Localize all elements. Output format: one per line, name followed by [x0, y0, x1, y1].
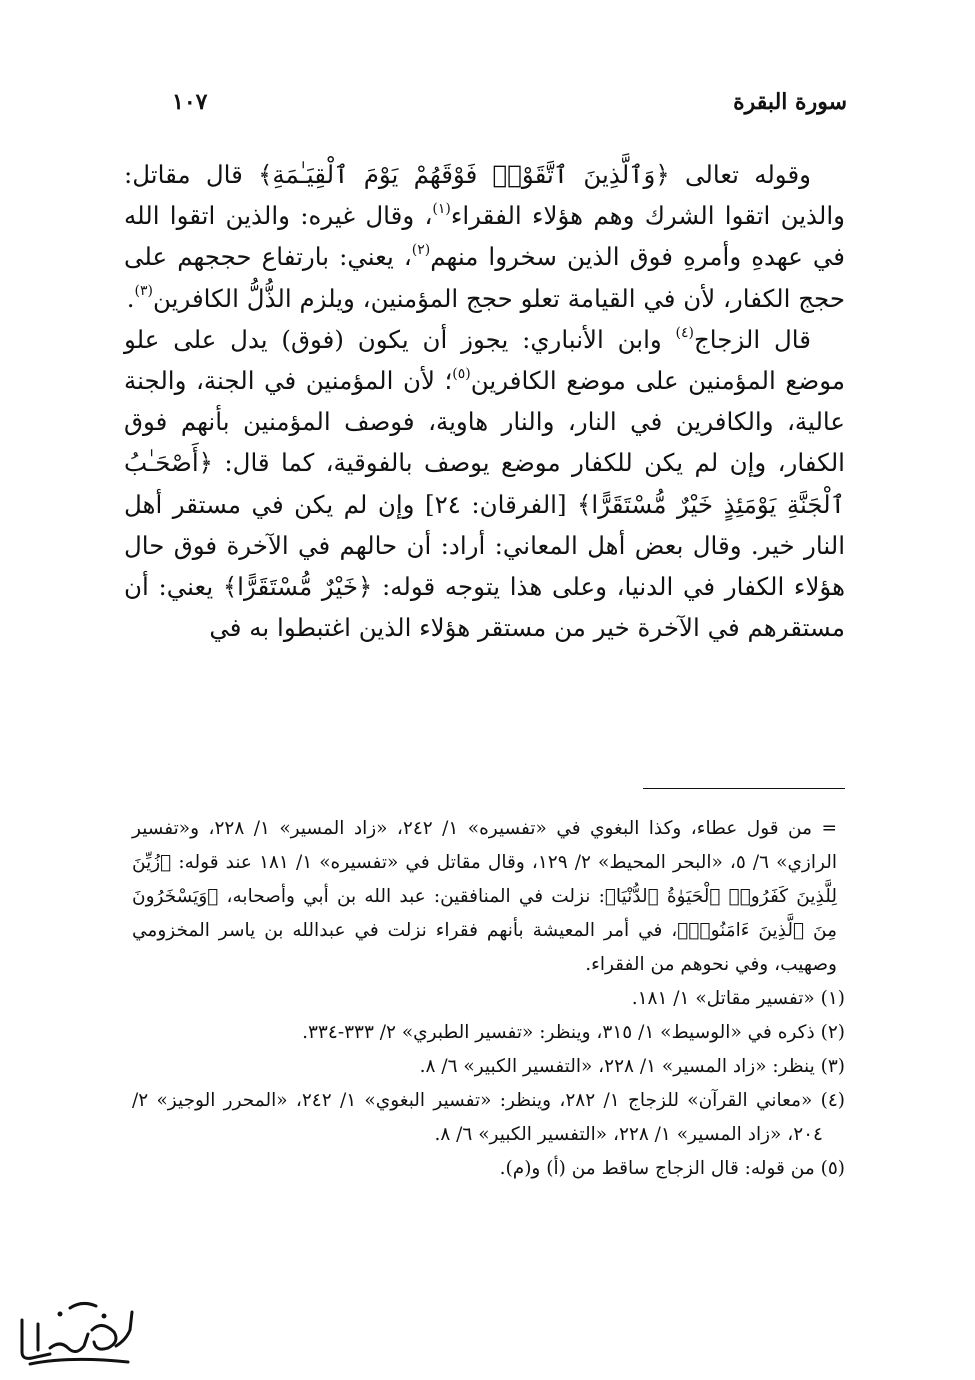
quran-quote: ﴿وَيَسْخَرُونَ مِنَ ٱلَّذِينَ ءَامَنُوا۟﴾ — [132, 886, 837, 941]
paragraph-2 — [124, 319, 845, 649]
footnote-ref[interactable]: (٢) — [411, 242, 431, 259]
footnote-ref[interactable]: (٥) — [452, 365, 471, 382]
page-header — [172, 82, 847, 122]
text-run: ، يعني: بارتفاع حججهم على حجج الكفار، لأن في القيامة تعلو حجج المؤمنين، ويلزم الذُّلُّ الكافرين — [124, 242, 845, 313]
text-run: وابن الأنباري: يجوز أن يكون (فوق) يدل على علو موضع المؤمنين على موضع الكافرين — [124, 324, 846, 396]
text-run: ، في أمر المعيشة بأنهم فقراء نزلت في عبدالله بن ياسر المخزومي وصهيب، وفي نحوهم من الفقراء. — [132, 920, 837, 975]
main-text — [124, 154, 845, 648]
footnote-4: (٤) «معاني القرآن» للزجاج ١/ ٢٨٢، وينظر: «تفسير البغوي» ١/ ٢٤٢، «المحرر الوجيز» ٢/ ٢٠٤، «زاد المسير» ١/ ٢٢٨، «التفسير الكبير» ٦/ ٨. — [132, 1090, 845, 1145]
footnote-2: (٢) ذكره في «الوسيط» ١/ ٣١٥، وينظر: «تفسير الطبري» ٢/ ٣٣٣-٣٣٤. — [302, 1022, 845, 1043]
calligraphy-logo-icon — [10, 1290, 140, 1370]
quran-quote: ﴿زُيِّنَ لِلَّذِينَ كَفَرُوا۟ ٱلْحَيَوٰةُ ٱلدُّنْيَا﴾ — [132, 852, 837, 907]
footnote-separator — [643, 788, 845, 789]
text-run: يعني: أن مستقرهم في الآخرة خير من مستقر هؤلاء الذين اغتبطوا به في — [124, 572, 845, 643]
page-number: ١٠٧ — [172, 89, 208, 115]
footnote-ref[interactable]: (٤) — [675, 324, 694, 341]
footnote-5: (٥) من قوله: قال الزجاج ساقط من (أ) و(م). — [499, 1158, 845, 1179]
text-run: [الفرقان: ٢٤] وإن لم يكن في مستقر أهل النار خير. وقال بعض أهل المعاني: أراد: أن حالهم في الآخرة فوق حال هؤلاء الكفار في الدنيا، وعلى هذا يتوجه قوله: — [124, 489, 845, 602]
logo-graphic — [10, 1290, 140, 1370]
text-run: ؛ لأن المؤمنين في الجنة، والجنة عالية، والكافرين في النار، والنار هاوية، فوصف المؤمنين بأنهم فوق الكفار، وإن لم يكن للكفار موضع يوصف بالفوقية، كما قال: — [124, 366, 845, 478]
text-run: ، وقال غيره: والذين اتقوا الله في عهدهِ وأمرهِ فوق الذين سخروا منهم — [124, 201, 845, 272]
footnote-1: (١) «تفسير مقاتل» ١/ ١٨١. — [631, 988, 845, 1009]
quran-quote: ﴿أَصْحَـٰبُ ٱلْجَنَّةِ يَوْمَئِذٍ خَيْرٌ مُّسْتَقَرًّا﴾ — [124, 448, 845, 519]
footnote-ref[interactable]: (١) — [432, 201, 451, 218]
quran-quote: ﴿وَٱلَّذِينَ ٱتَّقَوْا۟ فَوْقَهُمْ يَوْمَ ٱلْقِيَـٰمَةِ﴾ — [258, 160, 670, 189]
surah-title: سورة البقرة — [733, 89, 847, 115]
text-run: قال الزجاج — [693, 324, 811, 354]
text-run: وقوله تعالى — [669, 160, 811, 189]
quran-quote: ﴿خَيْرٌ مُّسْتَقَرًّا﴾ — [222, 572, 373, 602]
text-run: قال مقاتل: والذين اتقوا الشرك وهم هؤلاء الفقراء — [124, 160, 845, 231]
paragraph-1 — [124, 154, 845, 319]
text-run: : نزلت في المنافقين: عبد الله بن أبي وأصحابه، — [218, 886, 605, 907]
footnote-continuation — [132, 812, 845, 982]
footnote-ref[interactable]: (٣) — [134, 283, 153, 300]
footnote-3: (٣) ينظر: «زاد المسير» ١/ ٢٢٨، «التفسير الكبير» ٦/ ٨. — [419, 1056, 845, 1077]
text-run: = من قول عطاء، وكذا البغوي في «تفسيره» ١/ ٢٤٢، «زاد المسير» ١/ ٢٢٨، و«تفسير الرازي» ٦/ ٥، «البحر المحيط» ٢/ ١٢٩، وقال مقاتل في «تفسيره» ١/ ١٨١ عند قوله: — [132, 818, 837, 873]
footnotes — [132, 812, 845, 1186]
text-run: . — [126, 283, 135, 313]
